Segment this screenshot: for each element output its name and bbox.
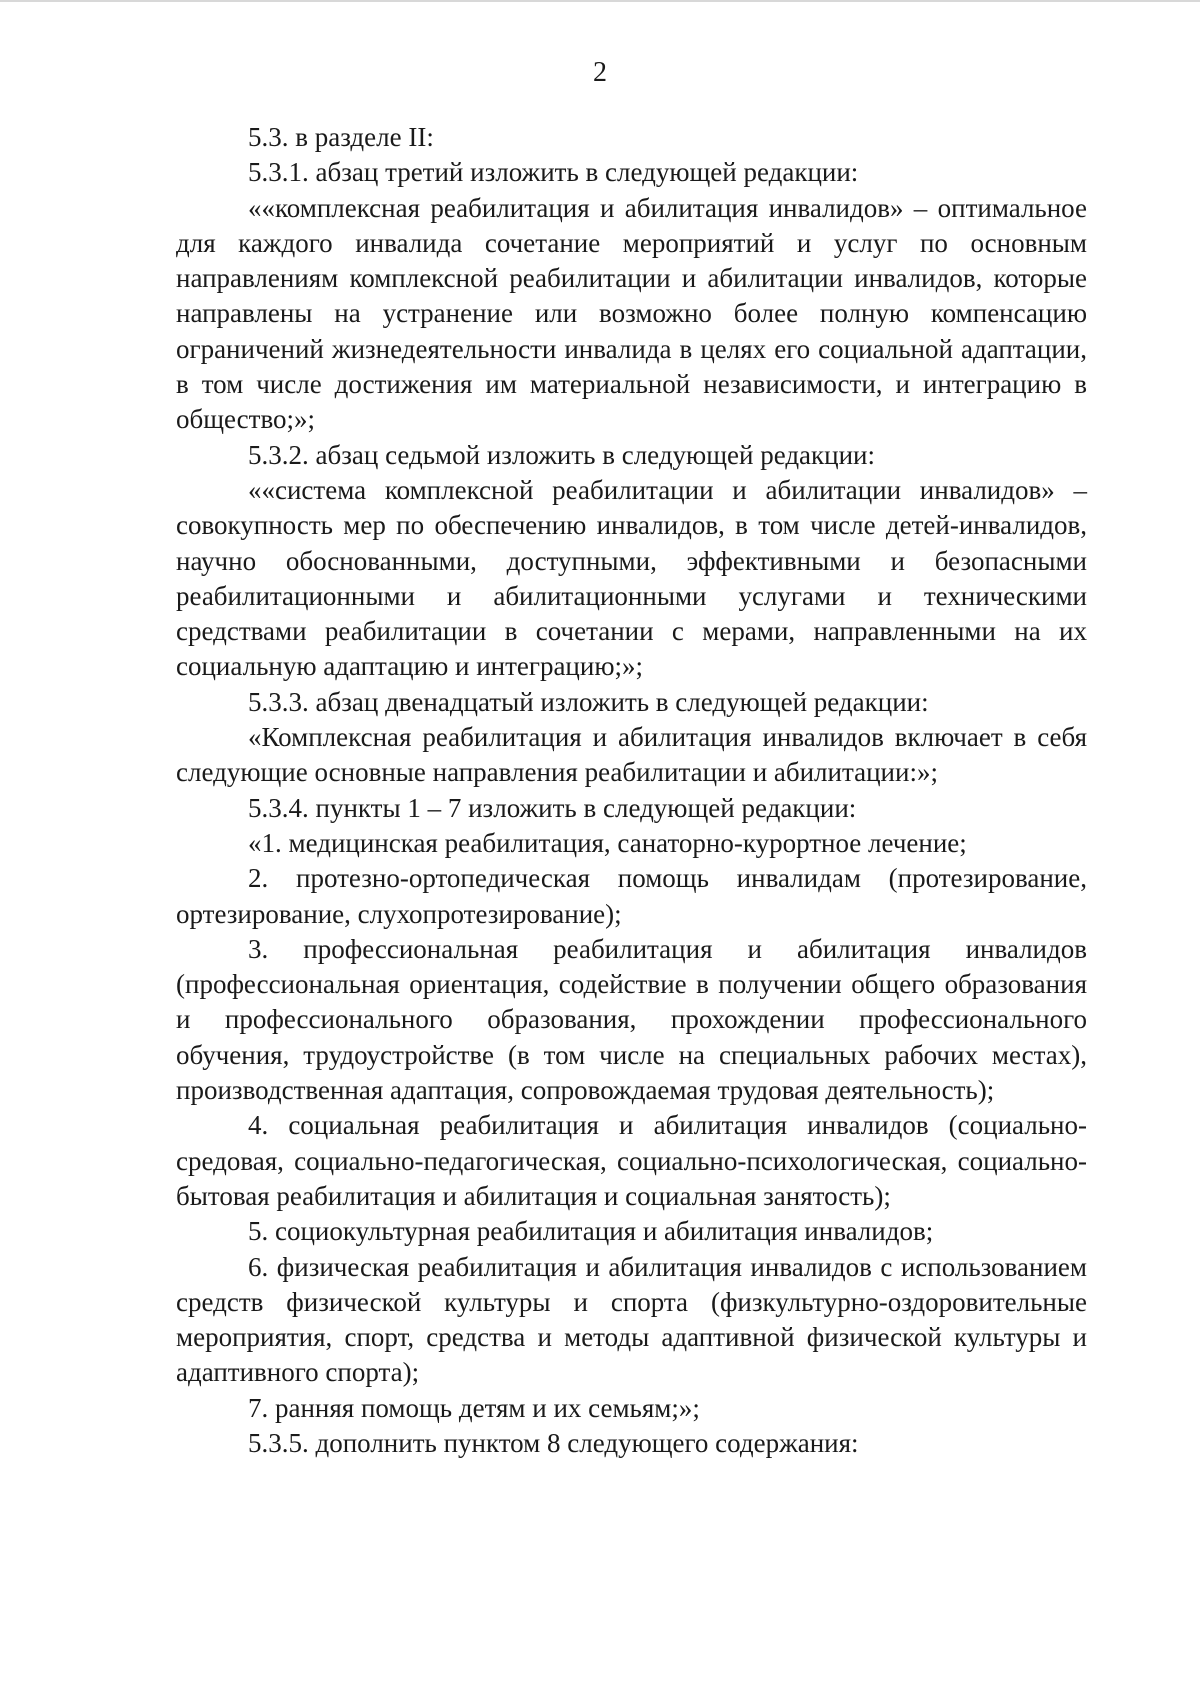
list-item-7: 7. ранняя помощь детям и их семьям;»; xyxy=(248,1392,700,1423)
paragraph-5-3-1-heading: 5.3.1. абзац третий изложить в следующей редакции: xyxy=(248,157,859,188)
document-body xyxy=(176,120,1087,1461)
list-item-1: «1. медицинская реабилитация, санаторно-курортное лечение; xyxy=(248,827,967,858)
paragraph-5-3-3-heading: 5.3.3. абзац двенадцатый изложить в следующей редакции: xyxy=(248,686,929,717)
scan-top-edge xyxy=(0,0,1200,2)
list-item-3: 3. профессиональная реабилитация и абилитация инвалидов (профессиональная ориентация, содействие в получении общего образования и профессионального образования, прохождении профессионального обучения, трудоустройстве (в том числе на специальных рабочих местах), производственная адаптация, сопровождаемая трудовая деятельность); xyxy=(176,933,1087,1106)
list-item-5: 5. социокультурная реабилитация и абилитация инвалидов; xyxy=(248,1216,934,1247)
paragraph-5-3-5-heading: 5.3.5. дополнить пунктом 8 следующего содержания: xyxy=(248,1427,859,1458)
paragraph-section-5-3: 5.3. в разделе II: xyxy=(248,122,434,152)
paragraph-5-3-1-text: ««комплексная реабилитация и абилитация инвалидов» – оптимальное для каждого инвалида сочетание мероприятий и услуг по основным направлениям комплексной реабилитации и абилитации инвалидов, которые направлены на устранение или возможно более полную компенсацию ограничений жизнедеятельности инвалида в целях его социальной адаптации, в том числе достижения им материальной независимости, и интеграцию в общество;»; xyxy=(176,192,1087,435)
page-number: 2 xyxy=(593,57,607,88)
paragraph-5-3-2-text: ««система комплексной реабилитации и абилитации инвалидов» – совокупность мер по обеспечению инвалидов, в том числе детей-инвалидов, научно обоснованными, доступными, эффективными и безопасными реабилитационными и абилитационными услугами и техническими средствами реабилитации в сочетании с мерами, направленными на их социальную адаптацию и интеграцию;»; xyxy=(176,474,1087,682)
list-item-2: 2. протезно-ортопедическая помощь инвалидам (протезирование, ортезирование, слухопротезирование); xyxy=(176,863,1087,929)
list-item-4: 4. социальная реабилитация и абилитация инвалидов (социально-средовая, социально-педагогическая, социально-психологическая, социально-бытовая реабилитация и абилитация и социальная занятость); xyxy=(176,1110,1087,1211)
paragraph-5-3-3-text: «Комплексная реабилитация и абилитация инвалидов включает в себя следующие основные направления реабилитации и абилитации:»; xyxy=(176,722,1087,788)
list-item-6: 6. физическая реабилитация и абилитация инвалидов с использованием средств физической культуры и спорта (физкультурно-оздоровительные мероприятия, спорт, средства и методы адаптивной физической культуры и адаптивного спорта); xyxy=(176,1251,1087,1388)
paragraph-5-3-4-heading: 5.3.4. пункты 1 – 7 изложить в следующей редакции: xyxy=(248,792,857,823)
paragraph-5-3-2-heading: 5.3.2. абзац седьмой изложить в следующей редакции: xyxy=(248,439,876,470)
